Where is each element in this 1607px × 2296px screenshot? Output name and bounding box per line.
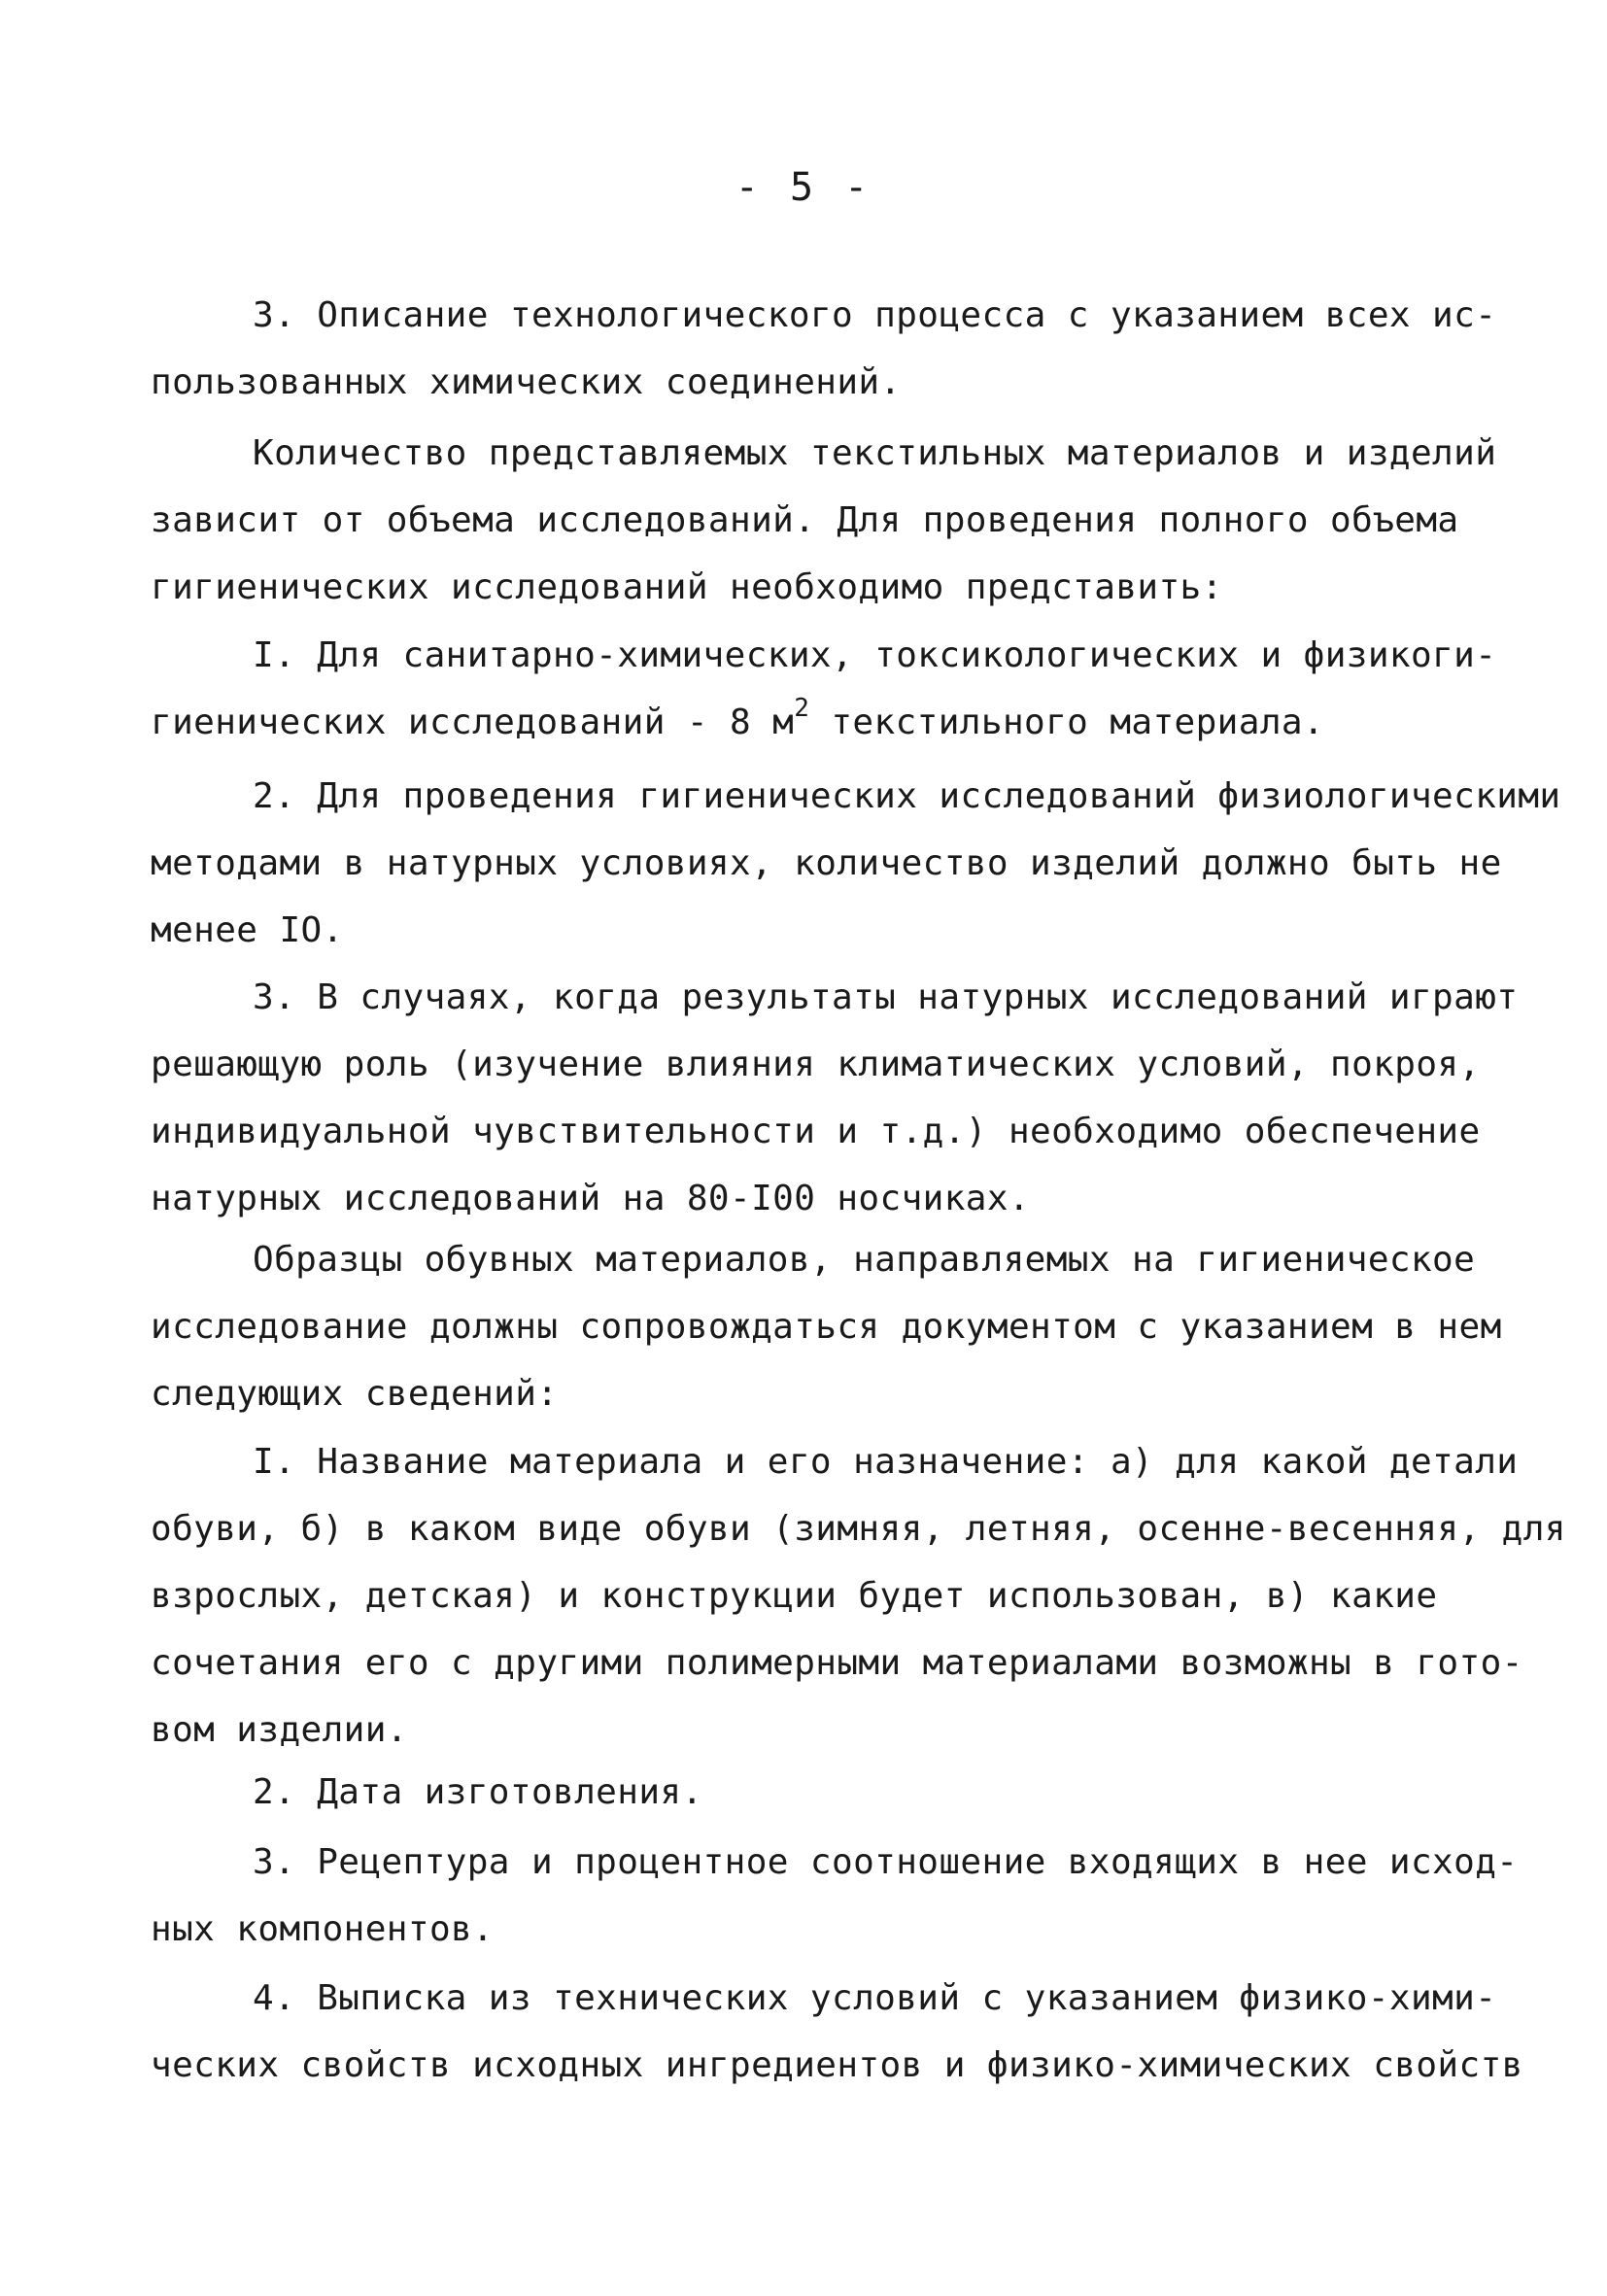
paragraph-line: исследование должны сопровождаться документом с указанием в нем — [151, 1307, 1502, 1347]
paragraph-line: I. Название материала и его назначение: а) для какой детали — [253, 1442, 1519, 1482]
paragraph-line: 3. Рецептура и процентное соотношение входящих в нее исход- — [253, 1842, 1519, 1882]
paragraph-line: ческих свойств исходных ингредиентов и физико-химических свойств — [151, 2045, 1523, 2085]
paragraph-line: следующих сведений: — [151, 1374, 559, 1414]
paragraph-line: 3. Описание технологического процесса с указанием всех ис- — [253, 295, 1497, 335]
paragraph-line: натурных исследований на 80-I00 носчиках. — [151, 1179, 1031, 1218]
body-text — [151, 622, 1501, 756]
body-text — [151, 420, 1501, 621]
body-text — [151, 763, 1561, 964]
paragraph-line: решающую роль (изучение влияния климатических условий, покроя, — [151, 1045, 1481, 1084]
paragraph-line: методами в натурных условиях, количество изделий должно быть не — [151, 843, 1502, 883]
paragraph-line: 3. В случаях, когда результаты натурных исследований играют — [253, 977, 1519, 1017]
body-text — [151, 1965, 1523, 2099]
paragraph-line: Образцы обувных материалов, направляемых на гигиеническое — [253, 1240, 1476, 1280]
paragraph-line: менее IO. — [151, 910, 344, 950]
body-text — [151, 1829, 1519, 1963]
paragraph-line: Количество представляемых текстильных материалов и изделий — [253, 433, 1497, 473]
paragraph-line: пользованных химических соединений. — [151, 362, 902, 402]
body-text — [151, 1759, 1501, 1826]
line-text: гиенических исследований - 8 м — [151, 703, 795, 742]
superscript: 2 — [794, 694, 810, 723]
page-number: - 5 - — [735, 165, 872, 210]
paragraph-line: гигиенических исследований необходимо представить: — [151, 567, 1223, 607]
paragraph-line: сочетания его с другими полимерными материалами возможны в гото- — [151, 1643, 1523, 1683]
line-text: текстильного материала. — [809, 703, 1325, 742]
body-text — [151, 1428, 1566, 1764]
paragraph-line: ных компонентов. — [151, 1909, 495, 1949]
paragraph-line: обуви, б) в каком виде обуви (зимняя, летняя, осенне-весенняя, для — [151, 1509, 1566, 1549]
paragraph-line: индивидуальной чувствительности и т.д.) необходимо обеспечение — [151, 1112, 1481, 1151]
paragraph-line: I. Для санитарно-химических, токсикологических и физикоги- — [253, 635, 1497, 675]
body-text — [151, 1226, 1501, 1427]
paragraph-line: зависит от объема исследований. Для проведения полного объема — [151, 500, 1459, 540]
paragraph-line: вом изделии. — [151, 1710, 408, 1750]
paragraph-line — [151, 689, 1501, 756]
paragraph-line: 2. Дата изготовления. — [253, 1772, 703, 1812]
body-text — [151, 282, 1501, 416]
paragraph-line: взрослых, детская) и конструкции будет использован, в) какие — [151, 1576, 1438, 1616]
paragraph-line: 4. Выписка из технических условий с указанием физико-хими- — [253, 1978, 1497, 2018]
paragraph-line: 2. Для проведения гигиенических исследований физиологическими — [253, 776, 1561, 816]
body-text — [151, 964, 1519, 1232]
